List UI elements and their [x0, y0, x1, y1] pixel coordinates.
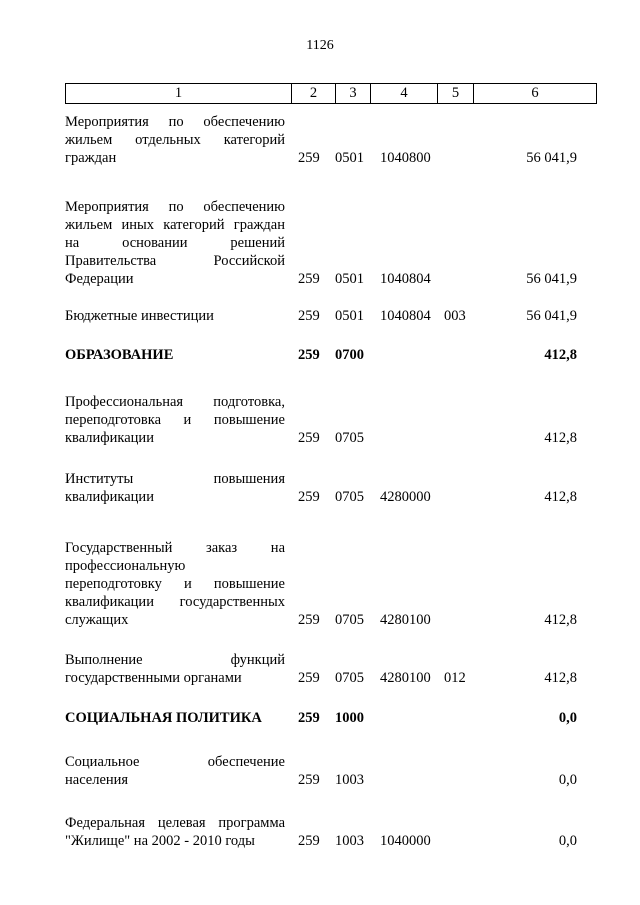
row-description: Государственный заказ на профессиональную переподготовку и повышение квалификации государственных служащих	[65, 540, 285, 628]
row-value-c2: 259	[298, 489, 320, 505]
row-description: Мероприятия по обеспечению жильем отдельных категорий граждан	[65, 114, 285, 166]
row-value-c4: 4280100	[380, 670, 431, 686]
table-row	[65, 198, 597, 288]
row-value-c6: 0,0	[558, 772, 577, 788]
page-number: 1126	[306, 38, 334, 53]
row-value-c2: 259	[298, 710, 320, 726]
table-row	[65, 753, 597, 789]
row-value-c4: 4280000	[380, 489, 431, 505]
table-row	[65, 814, 597, 850]
row-description: Профессиональная подготовка, переподготовка и повышение квалификации	[65, 394, 285, 446]
row-value-c6: 56 041,9	[526, 150, 577, 166]
row-description: Выполнение функций государственными органами	[65, 652, 285, 686]
table-row	[65, 393, 597, 447]
row-value-c3: 0705	[335, 430, 364, 446]
table-row	[65, 113, 597, 167]
row-value-c6: 412,8	[544, 670, 577, 686]
row-value-c2: 259	[298, 833, 320, 849]
header-col-6: 6	[531, 85, 539, 101]
row-value-c2: 259	[298, 271, 320, 287]
row-value-c4: 4280100	[380, 612, 431, 628]
table-header	[65, 83, 597, 104]
row-value-c3: 1000	[335, 710, 364, 726]
row-value-c2: 259	[298, 772, 320, 788]
row-value-c3: 1003	[335, 833, 364, 849]
row-description: Институты повышения квалификации	[65, 471, 285, 505]
table-row	[65, 470, 597, 506]
row-value-c5: 012	[444, 670, 466, 686]
row-value-c3: 0705	[335, 489, 364, 505]
row-description: Мероприятия по обеспечению жильем иных категорий граждан на основании решений Правительства Российской Федерации	[65, 199, 285, 287]
row-value-c5: 003	[444, 308, 466, 324]
row-value-c6: 56 041,9	[526, 308, 577, 324]
row-value-c6: 56 041,9	[526, 271, 577, 287]
row-value-c3: 0501	[335, 308, 364, 324]
header-col-1: 1	[66, 84, 292, 103]
row-description: СОЦИАЛЬНАЯ ПОЛИТИКА	[65, 710, 262, 726]
row-value-c6: 0,0	[558, 833, 577, 849]
row-value-c3: 0501	[335, 271, 364, 287]
row-value-c4: 1040804	[380, 308, 431, 324]
row-value-c2: 259	[298, 150, 320, 166]
row-value-c3: 0705	[335, 612, 364, 628]
table-row	[65, 709, 597, 727]
row-value-c6: 412,8	[544, 612, 577, 628]
header-col-2: 2	[292, 84, 336, 103]
table-row	[65, 346, 597, 364]
row-value-c3: 0501	[335, 150, 364, 166]
row-value-c2: 259	[298, 347, 320, 363]
row-value-c6: 412,8	[544, 430, 577, 446]
row-value-c3: 0705	[335, 670, 364, 686]
header-col-5: 5	[438, 84, 474, 103]
header-col-4: 4	[371, 84, 438, 103]
row-description: Социальное обеспечение населения	[65, 754, 285, 788]
row-description: ОБРАЗОВАНИЕ	[65, 347, 174, 363]
table-row	[65, 651, 597, 687]
header-col-3: 3	[336, 84, 371, 103]
row-description: Бюджетные инвестиции	[65, 308, 214, 324]
row-value-c2: 259	[298, 430, 320, 446]
row-value-c4: 1040804	[380, 271, 431, 287]
row-value-c4: 1040800	[380, 150, 431, 166]
row-value-c2: 259	[298, 308, 320, 324]
table-row	[65, 539, 597, 629]
row-description: Федеральная целевая программа "Жилище" на 2002 - 2010 годы	[65, 815, 285, 849]
row-value-c6: 412,8	[544, 489, 577, 505]
row-value-c6: 412,8	[544, 347, 577, 363]
row-value-c6: 0,0	[558, 710, 577, 726]
row-value-c3: 0700	[335, 347, 364, 363]
row-value-c4: 1040000	[380, 833, 431, 849]
table-row	[65, 307, 597, 325]
row-value-c2: 259	[298, 670, 320, 686]
row-value-c3: 1003	[335, 772, 364, 788]
row-value-c2: 259	[298, 612, 320, 628]
